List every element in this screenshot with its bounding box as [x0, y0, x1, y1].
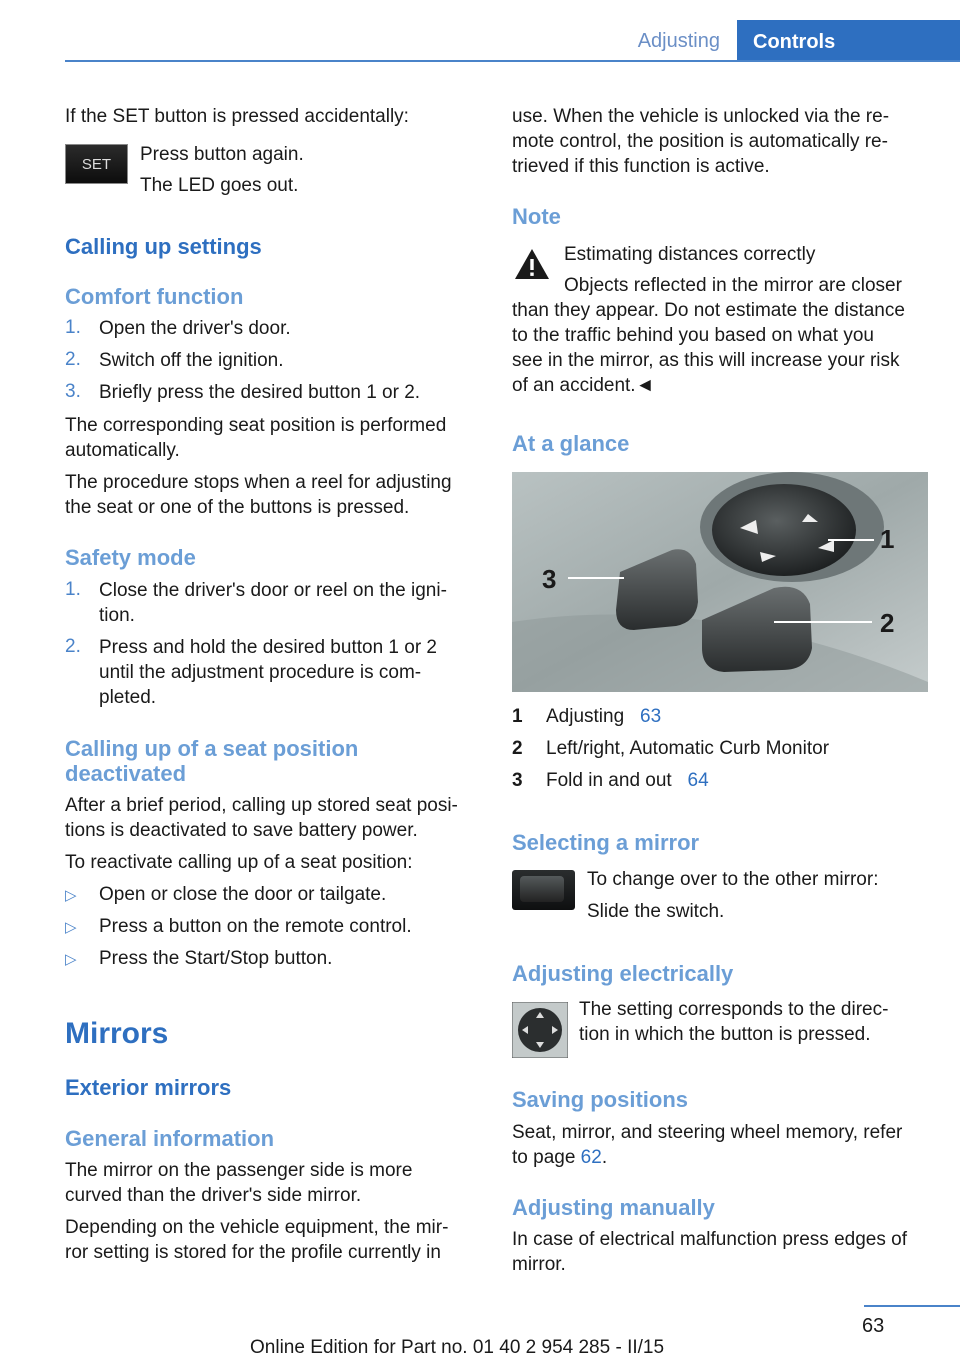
set-intro: If the SET button is pressed accidentally:: [65, 106, 409, 127]
paragraph-line: use. When the vehicle is unlocked via the re‐: [512, 106, 890, 127]
callout-3: 3: [542, 564, 557, 594]
saving-suffix: .: [601, 1147, 608, 1168]
note-line: Objects reflected in the mirror are closer: [564, 275, 902, 296]
list-item: Switch off the ignition.: [99, 350, 284, 371]
heading-deactivated: Calling up of a seat position: [65, 736, 359, 761]
list-item: Close the driver's door or reel on the igni‐: [99, 580, 447, 601]
paragraph-line: Depending on the vehicle equipment, the mir‐: [65, 1217, 449, 1238]
bullet-triangle-icon: ▷: [65, 887, 77, 904]
paragraph-line: mote control, the position is automatically re‐: [512, 131, 888, 152]
heading-adjusting-manually: Adjusting manually: [512, 1195, 715, 1220]
selecting-line: Slide the switch.: [587, 901, 725, 922]
heading-comfort-function: Comfort function: [65, 284, 244, 309]
heading-note: Note: [512, 204, 561, 229]
list-item: tion.: [99, 605, 135, 626]
paragraph-line: To reactivate calling up of a seat position:: [65, 852, 413, 873]
heading-deactivated: deactivated: [65, 761, 187, 786]
legend-number: 1: [512, 706, 523, 727]
note-line: to the traffic behind you based on what you: [512, 325, 874, 346]
selecting-line: To change over to the other mirror:: [587, 869, 879, 890]
adjusting-line: tion in which the button is pressed.: [579, 1024, 871, 1045]
list-item: Open or close the door or tailgate.: [99, 884, 387, 905]
warning-icon: [512, 244, 552, 284]
list-item: Press a button on the remote control.: [99, 916, 412, 937]
bullet-triangle-icon: ▷: [65, 919, 77, 936]
list-number: 2.: [65, 349, 81, 370]
list-item: Open the driver's door.: [99, 318, 291, 339]
paragraph-line: curved than the driver's side mirror.: [65, 1185, 362, 1206]
list-number: 1.: [65, 317, 81, 338]
paragraph-line: trieved if this function is active.: [512, 156, 770, 177]
heading-calling-up-settings: Calling up settings: [65, 234, 262, 259]
heading-mirrors: Mirrors: [65, 1017, 169, 1050]
adjusting-line: The setting corresponds to the direc‐: [579, 999, 889, 1020]
note-line: see in the mirror, as this will increase your risk: [512, 350, 900, 371]
list-item: until the adjustment procedure is com‐: [99, 662, 422, 683]
list-number: 2.: [65, 636, 81, 657]
legend-number: 3: [512, 770, 523, 791]
heading-exterior-mirrors: Exterior mirrors: [65, 1075, 232, 1100]
set-step-2: The LED goes out.: [140, 175, 299, 196]
paragraph-line: The mirror on the passenger side is more: [65, 1160, 413, 1181]
legend-text: Fold in and out: [546, 770, 672, 791]
header-section: Adjusting: [637, 30, 720, 52]
set-step-1: Press button again.: [140, 144, 304, 165]
header-tab: Controls: [737, 20, 960, 62]
set-key-icon: [65, 144, 128, 184]
page-link[interactable]: 62: [580, 1147, 602, 1168]
paragraph-line: ror setting is stored for the profile currently in: [65, 1242, 441, 1263]
note-line: than they appear. Do not estimate the distance: [512, 300, 905, 321]
heading-at-a-glance: At a glance: [512, 431, 630, 456]
list-number: 3.: [65, 381, 81, 402]
saving-prefix: to page: [512, 1147, 581, 1168]
paragraph-line: After a brief period, calling up stored seat posi‐: [65, 795, 458, 816]
set-key-label: SET: [81, 155, 112, 173]
note-line: of an accident.◄: [512, 375, 655, 396]
legend-item: [546, 704, 661, 729]
heading-safety-mode: Safety mode: [65, 545, 196, 570]
paragraph-line: the seat or one of the buttons is pressed.: [65, 497, 410, 518]
legend-text: Left/right, Automatic Curb Monitor: [546, 738, 830, 759]
paragraph-line: [512, 1145, 607, 1170]
mirror-controls-illustration: [512, 472, 928, 692]
legend-text: Adjusting: [546, 706, 625, 727]
switch-icon: [512, 870, 575, 910]
direction-pad-icon: [512, 1002, 568, 1058]
list-number: 1.: [65, 579, 81, 600]
heading-saving-positions: Saving positions: [512, 1087, 689, 1112]
callout-1: 1: [880, 524, 895, 554]
list-item: Press and hold the desired button 1 or 2: [99, 637, 438, 658]
page-link[interactable]: 64: [687, 770, 709, 791]
page-link[interactable]: 63: [640, 706, 662, 727]
paragraph-line: In case of electrical malfunction press edges of: [512, 1229, 907, 1250]
paragraph-line: Seat, mirror, and steering wheel memory, refer: [512, 1122, 903, 1143]
heading-general-information: General information: [65, 1126, 275, 1151]
list-item: Briefly press the desired button 1 or 2.: [99, 382, 421, 403]
paragraph-line: mirror.: [512, 1254, 566, 1275]
footer-rule: [864, 1305, 960, 1307]
paragraph-line: tions is deactivated to save battery power.: [65, 820, 418, 841]
note-title: Estimating distances correctly: [564, 244, 816, 265]
edition-text: Online Edition for Part no. 01 40 2 954 285 - II/15: [250, 1337, 665, 1358]
paragraph-line: The procedure stops when a reel for adjusting: [65, 472, 452, 493]
page-number: 63: [862, 1315, 885, 1337]
list-item: pleted.: [99, 687, 157, 708]
list-item: Press the Start/Stop button.: [99, 948, 333, 969]
legend-item: [546, 768, 709, 793]
bullet-triangle-icon: ▷: [65, 951, 77, 968]
callout-2: 2: [880, 608, 895, 638]
heading-adjusting-electrically: Adjusting electrically: [512, 961, 734, 986]
header-rule: [65, 60, 960, 62]
paragraph-line: The corresponding seat position is performed: [65, 415, 447, 436]
heading-selecting-mirror: Selecting a mirror: [512, 830, 700, 855]
legend-number: 2: [512, 738, 523, 759]
paragraph-line: automatically.: [65, 440, 180, 461]
